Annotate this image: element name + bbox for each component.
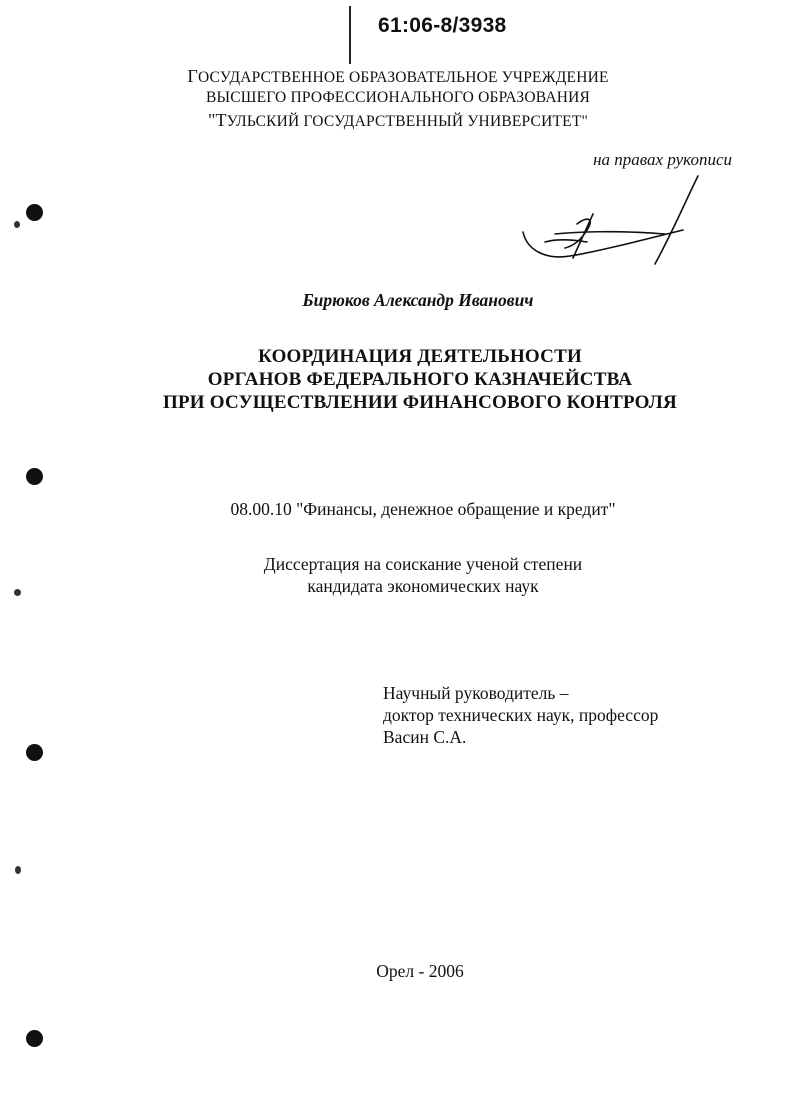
registration-divider	[349, 6, 351, 64]
supervisor-line-2: доктор технических наук, профессор	[383, 705, 659, 725]
title-line-3: ПРИ ОСУЩЕСТВЛЕНИИ ФИНАНСОВОГО КОНТРОЛЯ	[163, 392, 677, 413]
degree-line-1: Диссертация на соискание ученой степени	[263, 554, 583, 574]
scan-speck	[14, 221, 20, 228]
binding-hole	[26, 1030, 43, 1047]
scan-speck	[14, 589, 21, 596]
scan-speck	[15, 866, 21, 874]
institution-line-2: ВЫСШЕГО ПРОФЕССИОНАЛЬНОГО ОБРАЗОВАНИЯ	[205, 89, 591, 106]
institution-line-3-initial: "Т	[207, 110, 227, 130]
supervisor-line-3: Васин С.А.	[383, 727, 467, 747]
institution-line-3	[0, 110, 796, 131]
binding-hole	[26, 468, 43, 485]
title-line-2: ОРГАНОВ ФЕДЕРАЛЬНОГО КАЗНАЧЕЙСТВА	[207, 369, 633, 390]
institution-line-1	[0, 66, 796, 87]
institution-line-1-initial: Г	[187, 66, 198, 86]
specialty-code: 08.00.10 "Финансы, денежное обращение и кредит"	[230, 499, 616, 519]
manuscript-note: на правах рукописи	[593, 150, 732, 169]
institution-line-3-rest: УЛЬСКИЙ ГОСУДАРСТВЕННЫЙ УНИВЕРСИТЕТ"	[226, 113, 589, 130]
binding-hole	[26, 744, 43, 761]
registration-code: 61:06-8/3938	[378, 14, 507, 37]
author-name: Бирюков Александр Иванович	[302, 290, 534, 310]
title-line-1: КООРДИНАЦИЯ ДЕЯТЕЛЬНОСТИ	[258, 346, 582, 367]
institution-line-1-rest: ОСУДАРСТВЕННОЕ ОБРАЗОВАТЕЛЬНОЕ УЧРЕЖДЕНИЕ	[197, 69, 609, 86]
binding-hole	[26, 204, 43, 221]
city-year: Орел - 2006	[376, 961, 464, 981]
signature-icon	[515, 172, 705, 272]
degree-line-2: кандидата экономических наук	[307, 576, 539, 596]
supervisor-line-1: Научный руководитель –	[383, 683, 569, 703]
